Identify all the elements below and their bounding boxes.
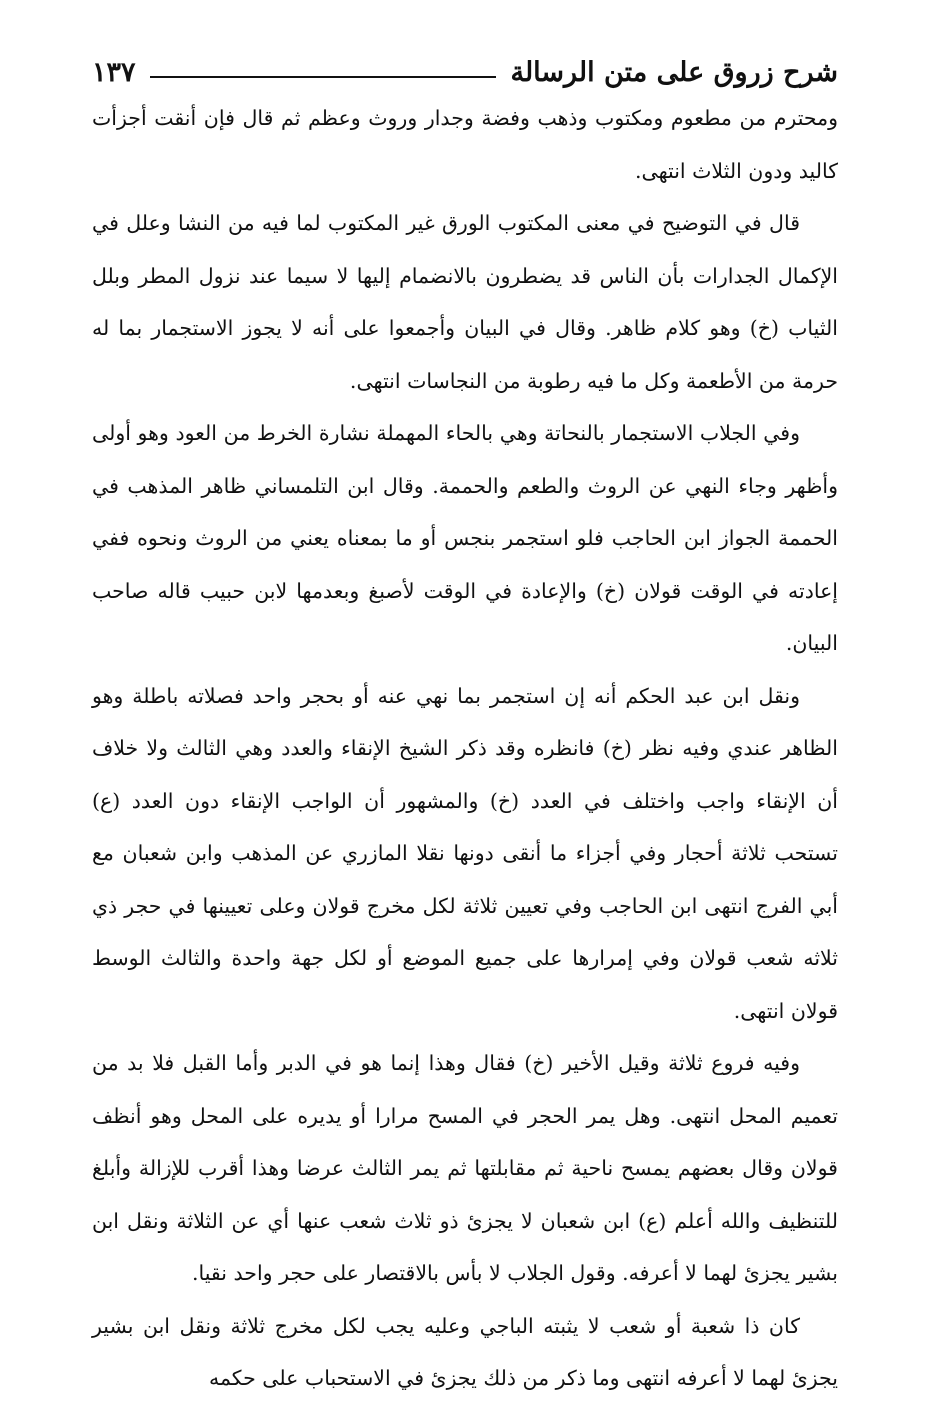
header-rule: [150, 76, 497, 78]
body-text: [92, 92, 838, 1405]
paragraph: وفي الجلاب الاستجمار بالنحاتة وهي بالحاء المهملة نشارة الخرط من العود وهو أولى وأظهر وجاء النهي عن الروث والطعم والحممة. وقال ابن التلمساني ظاهر المذهب في الحممة الجواز ابن الحاجب فلو استجمر بنجس أو ما بمعناه يعني من الروث ونحوه ففي إعادته في الوقت قولان (خ) والإعادة في الوقت لأصبغ وبعدمها لابن حبيب قاله صاحب البيان.: [92, 421, 838, 655]
paragraph: وفيه فروع ثلاثة وقيل الأخير (خ) فقال وهذا إنما هو في الدبر وأما القبل فلا بد من تعميم المحل انتهى. وهل يمر الحجر في المسح مرارا أو يديره على المحل وهو أنظف قولان وقال بعضهم يمسح ناحية ثم مقابلتها ثم يمر الثالث عرضا وهذا أقرب للإزالة وأبلغ للتنظيف والله أعلم (ع) ابن شعبان لا يجزئ ذو ثلاث شعب عنها أي عن الثلاثة ونقل ابن بشير يجزئ لهما لا أعرفه. وقول الجلاب لا بأس بالاقتصار على حجر واحد نقيا.: [92, 1051, 838, 1285]
page-number: ١٣٧: [92, 57, 136, 88]
document-page: [92, 40, 838, 1405]
paragraph: ومحترم من مطعوم ومكتوب وذهب وفضة وجدار وروث وعظم ثم قال فإن أنقت أجزأت كاليد ودون الثلاث انتهى.: [92, 106, 838, 183]
paragraph: ونقل ابن عبد الحكم أنه إن استجمر بما نهي عنه أو بحجر واحد فصلاته باطلة وهو الظاهر عندي وفيه نظر (خ) فانظره وقد ذكر الشيخ الإنقاء والعدد وهي الثالث ولا خلاف أن الإنقاء واجب واختلف في العدد (خ) والمشهور أن الواجب الإنقاء دون العدد (ع) تستحب ثلاثة أحجار وفي أجزاء ما أنقى دونها نقلا المازري عن المذهب وابن شعبان مع أبي الفرج انتهى ابن الحاجب وفي تعيين ثلاثة لكل مخرج قولان وعلى تعيينها في حجر ذي ثلاثه شعب قولان وفي إمرارها على جميع الموضع أو لكل جهة واحدة والثالث الوسط قولان انتهى.: [92, 683, 838, 1023]
paragraph: كان ذا شعبة أو شعب لا يثبته الباجي وعليه يجب لكل مخرج ثلاثة ونقل ابن بشير يجزئ لهما لا أعرفه انتهى وما ذكر من ذلك يجزئ في الاستحباب على حكمه: [92, 1313, 838, 1390]
book-title: شرح زروق على متن الرسالة: [510, 57, 838, 88]
running-header: [92, 40, 838, 86]
paragraph: قال في التوضيح في معنى المكتوب الورق غير المكتوب لما فيه من النشا وعلل في الإكمال الجدارات بأن الناس قد يضطرون بالانضمام إليها لا سيما عند نزول المطر وبلل الثياب (خ) وهو كلام ظاهر. وقال في البيان وأجمعوا على أنه لا يجوز الاستجمار بما له حرمة من الأطعمة وكل ما فيه رطوبة من النجاسات انتهى.: [92, 211, 838, 393]
